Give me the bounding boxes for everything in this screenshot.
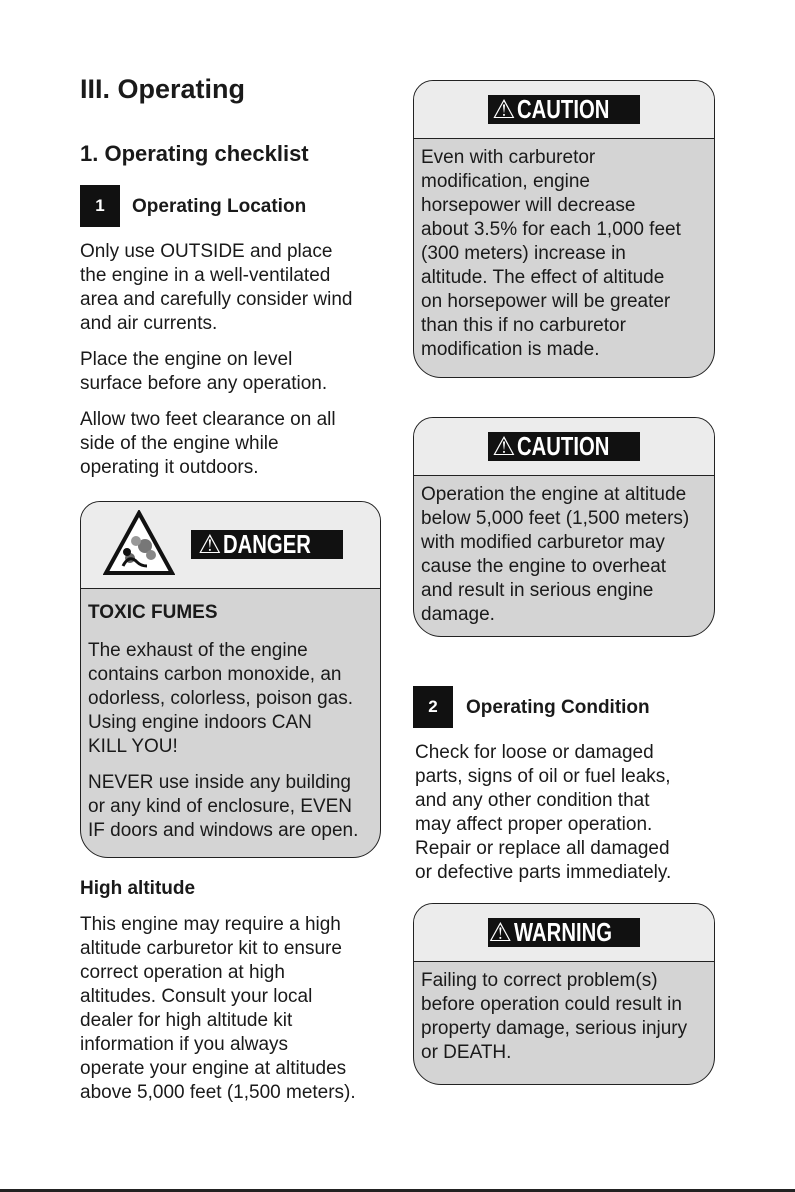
- paragraph: [88, 771, 380, 843]
- section-title: III. Operating: [80, 74, 246, 104]
- paragraph: [80, 240, 390, 336]
- line: and air currents.: [80, 313, 218, 334]
- subsection-title: 1. Operating checklist: [80, 141, 309, 166]
- line: damage.: [421, 604, 495, 625]
- alert-triangle-icon: ⚠: [492, 94, 516, 124]
- line: Check for loose or damaged: [415, 742, 654, 763]
- line: on horsepower will be greater: [421, 291, 671, 312]
- line: Only use OUTSIDE and place: [80, 241, 333, 262]
- paragraph: [80, 348, 390, 396]
- warning-label-text: WARNING: [513, 917, 612, 947]
- line: horsepower will decrease: [421, 195, 636, 216]
- line: information if you always: [80, 1034, 289, 1055]
- line: modification, engine: [421, 171, 590, 192]
- paragraph: [80, 408, 390, 480]
- line: Failing to correct problem(s): [421, 970, 658, 991]
- line: The exhaust of the engine: [88, 640, 308, 661]
- operating-condition-text: [415, 741, 715, 885]
- line: modification is made.: [421, 339, 600, 360]
- line: parts, signs of oil or fuel leaks,: [415, 766, 671, 787]
- alert-triangle-icon: ⚠: [492, 431, 516, 461]
- line: Allow two feet clearance on all: [80, 409, 336, 430]
- caution-box-body: [414, 139, 714, 362]
- line: contains carbon monoxide, an: [88, 664, 342, 685]
- line: or any kind of enclosure, EVEN: [88, 796, 353, 817]
- danger-box-header: [81, 502, 380, 589]
- warning-label: [488, 918, 640, 947]
- line: side of the engine while: [80, 433, 279, 454]
- line: property damage, serious injury: [421, 1018, 688, 1039]
- line: operate your engine at altitudes: [80, 1058, 347, 1079]
- alert-triangle-icon: ⚠: [488, 917, 512, 947]
- line: altitude carburetor kit to ensure: [80, 938, 342, 959]
- line: operating it outdoors.: [80, 457, 259, 478]
- warning-box-header: [414, 904, 714, 962]
- caution-box-altitude-horsepower: [413, 80, 715, 378]
- line: may affect proper operation.: [415, 814, 653, 835]
- line: Operation the engine at altitude: [421, 484, 687, 505]
- danger-heading: TOXIC FUMES: [88, 602, 218, 623]
- caution-label-text: CAUTION: [517, 431, 610, 461]
- warning-box: [413, 903, 715, 1085]
- line: Place the engine on level: [80, 349, 293, 370]
- warning-box-body: [414, 962, 714, 1065]
- line: Repair or replace all damaged: [415, 838, 670, 859]
- line: or DEATH.: [421, 1042, 512, 1063]
- step-title-operating-location: Operating Location: [132, 196, 307, 217]
- step-number-badge: 1: [80, 185, 120, 227]
- caution-box-body: [414, 476, 714, 627]
- line: below 5,000 feet (1,500 meters): [421, 508, 690, 529]
- line: than this if no carburetor: [421, 315, 626, 336]
- caution-label-text: CAUTION: [517, 94, 610, 124]
- line: area and carefully consider wind: [80, 289, 353, 310]
- line: (300 meters) increase in: [421, 243, 626, 264]
- line: IF doors and windows are open.: [88, 820, 359, 841]
- line: This engine may require a high: [80, 914, 341, 935]
- line: Even with carburetor: [421, 147, 596, 168]
- high-altitude-text: [80, 913, 395, 1105]
- toxic-fumes-warning-icon: [103, 510, 175, 576]
- paragraph: [88, 639, 380, 759]
- line: KILL YOU!: [88, 736, 178, 757]
- caution-text: [421, 146, 714, 362]
- line: above 5,000 feet (1,500 meters).: [80, 1082, 356, 1103]
- caution-box-header: [414, 81, 714, 139]
- high-altitude-title: High altitude: [80, 878, 196, 899]
- line: dealer for high altitude kit: [80, 1010, 293, 1031]
- line: cause the engine to overheat: [421, 556, 667, 577]
- danger-box-body: [81, 589, 380, 843]
- line: odorless, colorless, poison gas.: [88, 688, 354, 709]
- caution-label: [488, 432, 640, 461]
- line: with modified carburetor may: [421, 532, 665, 553]
- line: and any other condition that: [415, 790, 650, 811]
- danger-label-text: DANGER: [223, 529, 312, 559]
- step-title-operating-condition: Operating Condition: [466, 697, 650, 718]
- line: altitudes. Consult your local: [80, 986, 313, 1007]
- operating-location-text: [80, 240, 390, 480]
- alert-triangle-icon: ⚠: [198, 529, 222, 559]
- danger-label: [191, 530, 343, 559]
- line: altitude. The effect of altitude: [421, 267, 665, 288]
- line: correct operation at high: [80, 962, 285, 983]
- line: surface before any operation.: [80, 373, 328, 394]
- warning-text: [421, 969, 714, 1065]
- caution-label: [488, 95, 640, 124]
- line: or defective parts immediately.: [415, 862, 672, 883]
- caution-box-header: [414, 418, 714, 476]
- line: Using engine indoors CAN: [88, 712, 312, 733]
- line: about 3.5% for each 1,000 feet: [421, 219, 681, 240]
- line: before operation could result in: [421, 994, 682, 1015]
- line: the engine in a well-ventilated: [80, 265, 331, 286]
- danger-box: [80, 501, 381, 858]
- step-number-badge: 2: [413, 686, 453, 728]
- line: and result in serious engine: [421, 580, 654, 601]
- caution-box-overheat: [413, 417, 715, 637]
- line: NEVER use inside any building: [88, 772, 351, 793]
- caution-text: [421, 483, 714, 627]
